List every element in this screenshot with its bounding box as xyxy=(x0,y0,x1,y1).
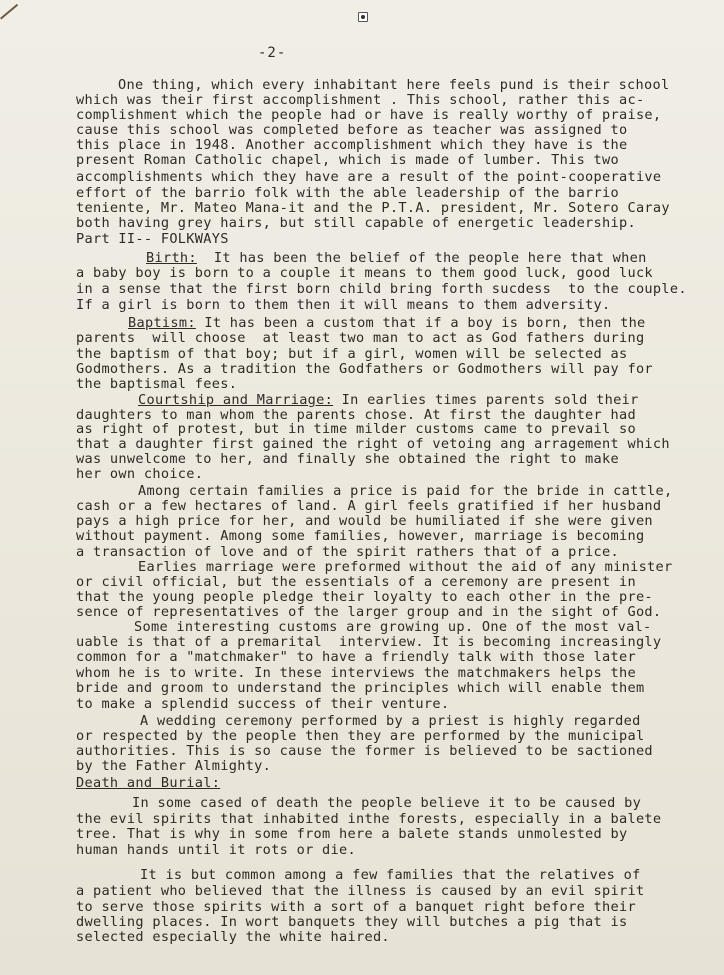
text-line: Earlies marriage were preformed without the aid of any minister xyxy=(138,559,673,575)
text-line: tree. That is why in some from here a balete stands unmolested by xyxy=(76,826,628,842)
text-line: a baby boy is born to a couple it means to them good luck, good luck xyxy=(76,265,653,281)
section-heading: Part II-- FOLKWAYS xyxy=(76,231,229,247)
text-line: to serve those spirits with a sort of a banquet right before their xyxy=(76,899,636,915)
birth-paragraph-start xyxy=(146,251,647,266)
text-line: bride and groom to understand the principles which will enable them xyxy=(76,680,645,696)
text-line: Godmothers. As a tradition the Godfathers or Godmothers will pay for xyxy=(76,361,653,377)
text-line: selected especially the white haired. xyxy=(76,929,390,945)
text-line: a patient who believed that the illness is caused by an evil spirit xyxy=(76,883,645,899)
text-line: without payment. Among some families, however, marriage is becoming xyxy=(76,528,645,544)
page-number: -2- xyxy=(258,45,287,61)
text-line: It has been the belief of the people here that when xyxy=(213,250,647,266)
punch-hole-icon xyxy=(358,12,368,22)
text-line: authorities. This is so cause the former is believed to be sactioned xyxy=(76,743,653,759)
text-line: One thing, which every inhabitant here feels pund is their school xyxy=(118,77,670,93)
text-line: If a girl is born to them then it will means to them adversity. xyxy=(76,297,611,313)
text-line: cash or a few hectares of land. A girl feels gratified if her husband xyxy=(76,498,662,514)
text-line: daughters to man whom the parents chose. At first the daughter had xyxy=(76,407,636,423)
text-line: in a sense that the first born child bring forth sucdess to the couple. xyxy=(76,281,687,297)
baptism-heading: Baptism: xyxy=(128,315,196,331)
text-line: that a daughter first gained the right of vetoing ang arragement which xyxy=(76,436,670,452)
text-line: the evil spirits that inhabited inthe forests, especially in a balete xyxy=(76,811,662,827)
text-line: the baptismal fees. xyxy=(76,376,238,392)
text-line: this place in 1948. Another accomplishment which they have is the xyxy=(76,137,628,153)
text-line: dwelling places. In wort banquets they will butches a pig that is xyxy=(76,914,628,930)
text-line: In earlies times parents sold their xyxy=(341,392,639,408)
text-line: a transaction of love and of the spirit rathers that of a price. xyxy=(76,544,619,560)
text-line: accomplishments which they have are a result of the point-cooperative xyxy=(76,169,662,185)
text-line: parents will choose at least two man to act as God fathers during xyxy=(76,330,645,346)
text-line: was unwelcome to her, and finally she obtained the right to make xyxy=(76,451,619,467)
text-line: pays a high price for her, and would be humiliated if she were given xyxy=(76,513,653,529)
text-line: cause this school was completed before as teacher was assigned to xyxy=(76,122,628,138)
birth-heading: Birth: xyxy=(146,250,197,266)
text-line: by the Father Almighty. xyxy=(76,758,272,774)
text-line: Some interesting customs are growing up. One of the most val- xyxy=(134,619,652,635)
death-burial-heading: Death and Burial: xyxy=(76,775,221,791)
text-line: which was their first accomplishment . This school, rather this ac- xyxy=(76,92,645,108)
text-line: human hands until it rots or die. xyxy=(76,842,356,858)
text-line: as right of protest, but in time milder customs came to prevail so xyxy=(76,421,636,437)
text-line: her own choice. xyxy=(76,466,204,482)
text-line: or respected by the people then they are performed by the municipal xyxy=(76,728,645,744)
text-line: uable is that of a premarital interview. It is becoming increasingly xyxy=(76,634,662,650)
text-line: A wedding ceremony performed by a priest is highly regarded xyxy=(140,713,641,729)
text-line: the baptism of that boy; but if a girl, women will be selected as xyxy=(76,346,628,362)
text-line: both having grey hairs, but still capable of energetic leadership. xyxy=(76,215,636,231)
text-line: to make a splendid success of their venture. xyxy=(76,696,450,712)
text-line: that the young people pledge their loyalty to each other in the pre- xyxy=(76,589,653,605)
text-line: effort of the barrio folk with the able leadership of the barrio xyxy=(76,185,619,201)
text-line: or civil official, but the essentials of a ceremony are present in xyxy=(76,574,636,590)
courtship-paragraph-start xyxy=(138,393,639,408)
ink-mark xyxy=(0,4,18,20)
baptism-paragraph-start xyxy=(128,316,646,331)
courtship-heading: Courtship and Marriage: xyxy=(138,392,334,408)
text-line: teniente, Mr. Mateo Mana-it and the P.T.A. president, Mr. Sotero Caray xyxy=(76,200,670,216)
text-line: In some cased of death the people believe it to be caused by xyxy=(132,795,642,811)
text-line: It has been a custom that if a boy is born, then the xyxy=(204,315,646,331)
text-line: Among certain families a price is paid for the bride in cattle, xyxy=(138,483,673,499)
text-line: complishment which the people had or have is really worthy of praise, xyxy=(76,107,662,123)
text-line: It is but common among a few families that the relatives of xyxy=(140,867,641,883)
text-line: present Roman Catholic chapel, which is made of lumber. This two xyxy=(76,152,619,168)
text-line: sence of representatives of the larger group and in the sight of God. xyxy=(76,604,662,620)
text-line: common for a "matchmaker" to have a friendly talk with those later xyxy=(76,649,636,665)
text-line: whom he is to write. In these interviews the matchmakers helps the xyxy=(76,665,636,681)
